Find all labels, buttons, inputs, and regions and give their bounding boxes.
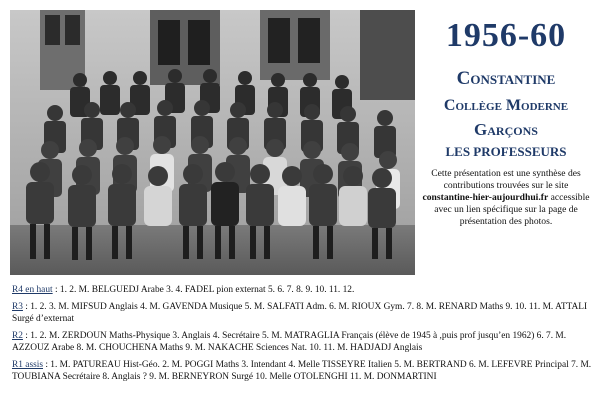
row-captions	[12, 284, 596, 388]
intro-text	[418, 168, 594, 228]
caption-row-3-text: : 1. 2. 3. M. MIFSUD Anglais 4. M. GAVENDA Musique 5. M. SALFATI Adm. 6. M. RIOUX Gym. 7. 8. M. RENARD Maths 9. 10. 11. M. ATTALI Surgé d’externat	[12, 302, 588, 324]
caption-row-1-text: : 1. M. PATUREAU Hist-Géo. 2. M. POGGI Maths 3. Intendant 4. Melle TISSEYRE Italien 5. M. BERTRAND 6. M. LEFEVRE Principal 7. M. TOUBIANA Secrétaire 8. Anglais ? 9. M. BERNEYRON Surgé 10. Melle OTOLENGHI 11. M. DONMARTINI	[12, 360, 592, 382]
caption-row-1-label: R1 assis	[12, 360, 43, 370]
group-photo-drawing	[10, 10, 415, 275]
caption-row-2-text: : 1. 2. M. ZERDOUN Maths-Physique 3. Anglais 4. Secrétaire 5. M. MATRAGLIA Français (élève de 1945 à ,puis prof jusqu’en 1962) 6. 7. M. AZZOUZ Arabe 8. M. CHOUCHENA Maths 9. M. NAKACHE Sciences Nat. 10. 11. M. HADJADJ Anglais	[12, 331, 567, 353]
caption-row-1	[12, 359, 596, 383]
caption-row-4	[12, 284, 596, 296]
intro-line-2: accessible avec un lien spécifique sur la page de présentation des photos.	[434, 192, 590, 227]
title-panel	[418, 8, 594, 278]
caption-row-4-text: : 1. 2. M. BELGUEDJ Arabe 3. 4. FADEL pion externat 5. 6. 7. 8. 9. 10. 11. 12.	[54, 285, 355, 295]
caption-row-2-label: R2	[12, 331, 23, 341]
college-title: Collège Moderne	[443, 97, 569, 114]
caption-row-2	[12, 330, 596, 354]
intro-site-link[interactable]: constantine-hier-aujourdhui.fr	[422, 192, 549, 203]
caption-row-3	[12, 301, 596, 325]
gender-title: Garçons	[474, 120, 538, 139]
caption-row-3-label: R3	[12, 302, 23, 312]
group-title: LES PROFESSEURS	[445, 144, 567, 159]
group-photo	[10, 10, 415, 275]
years-title: 1956-60	[445, 17, 567, 54]
caption-row-4-label: R4 en haut	[12, 285, 53, 295]
city-title: Constantine	[456, 68, 556, 89]
intro-line-1: Cette présentation est une synthèse des contributions trouvées sur le site	[431, 168, 581, 191]
